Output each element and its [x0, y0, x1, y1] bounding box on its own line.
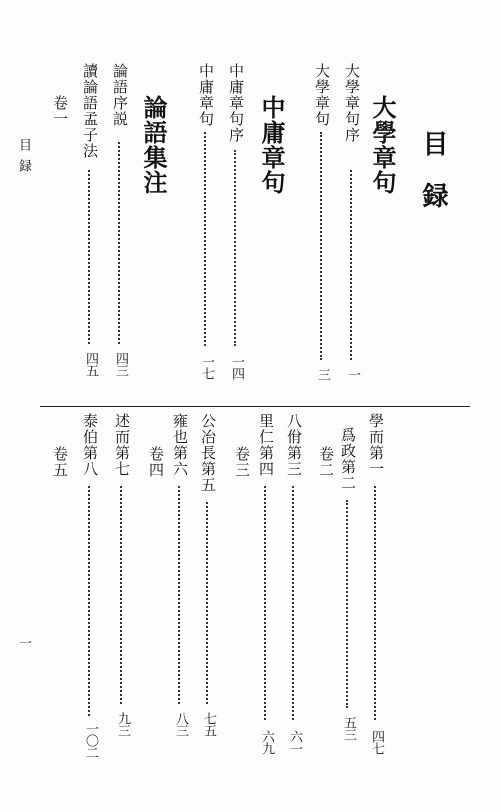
dot-leader: [88, 170, 90, 344]
toc-entry-label[interactable]: 里仁第四: [257, 413, 275, 477]
toc-entry-page: 四五: [83, 352, 98, 376]
section-heading-lunyu: 論語集注: [139, 95, 168, 195]
volume-label: 卷四: [147, 446, 165, 478]
dot-leader: [118, 142, 120, 344]
volume-label: 卷三: [233, 446, 251, 478]
toc-entry-label[interactable]: 八佾第三: [285, 413, 303, 477]
dot-leader: [350, 170, 352, 360]
volume-label: 卷一: [51, 95, 69, 127]
toc-entry-page: 一〇二: [83, 722, 98, 758]
toc-entry-label[interactable]: 讀論語孟子法: [81, 63, 99, 159]
toc-entry-label[interactable]: 雍也第六: [171, 413, 189, 477]
volume-label: 卷二: [317, 446, 335, 478]
running-head: 目録: [16, 138, 31, 180]
dot-leader: [264, 486, 266, 720]
toc-entry-label[interactable]: 公冶長第五: [199, 413, 217, 493]
section-divider: [40, 406, 470, 407]
section-heading-daxue: 大學章句: [368, 95, 397, 195]
toc-entry-page: 一: [345, 368, 360, 380]
toc-entry-page: 一四: [229, 355, 244, 379]
page-title: 目録: [418, 130, 448, 234]
dot-leader: [320, 132, 322, 360]
toc-entry-page: 三: [315, 368, 330, 380]
toc-entry-page: 一七: [199, 355, 214, 379]
toc-entry-label[interactable]: 論語序説: [111, 63, 129, 127]
dot-leader: [234, 150, 236, 346]
dot-leader: [178, 486, 180, 704]
toc-entry-page: 六九: [259, 730, 274, 754]
toc-entry-label[interactable]: 中庸章句: [197, 63, 215, 127]
dot-leader: [120, 486, 122, 704]
toc-entry-label[interactable]: 大學章句序: [343, 63, 361, 143]
dot-leader: [374, 486, 376, 720]
toc-entry-page: 五三: [341, 716, 356, 740]
toc-entry-label[interactable]: 泰伯第八: [81, 413, 99, 477]
dot-leader: [346, 500, 348, 708]
toc-entry-page: 九三: [115, 712, 130, 736]
section-heading-zhongyong: 中庸章句: [257, 95, 286, 195]
folio-number: 一: [16, 636, 31, 657]
toc-entry-label[interactable]: 中庸章句序: [227, 63, 245, 143]
dot-leader: [88, 486, 90, 716]
toc-entry-label[interactable]: 爲政第二: [339, 427, 357, 491]
dot-leader: [292, 486, 294, 720]
volume-label: 卷五: [51, 446, 69, 478]
dot-leader: [206, 502, 208, 704]
toc-entry-page: 四三: [113, 352, 128, 376]
toc-entry-page: 七五: [201, 712, 216, 736]
toc-entry-label[interactable]: 學而第一: [367, 413, 385, 477]
toc-entry-label[interactable]: 大學章句: [313, 63, 331, 127]
toc-entry-label[interactable]: 述而第七: [113, 413, 131, 477]
dot-leader: [204, 132, 206, 346]
toc-entry-page: 八三: [173, 712, 188, 736]
toc-entry-page: 四七: [369, 730, 384, 754]
toc-entry-page: 六一: [287, 730, 302, 754]
